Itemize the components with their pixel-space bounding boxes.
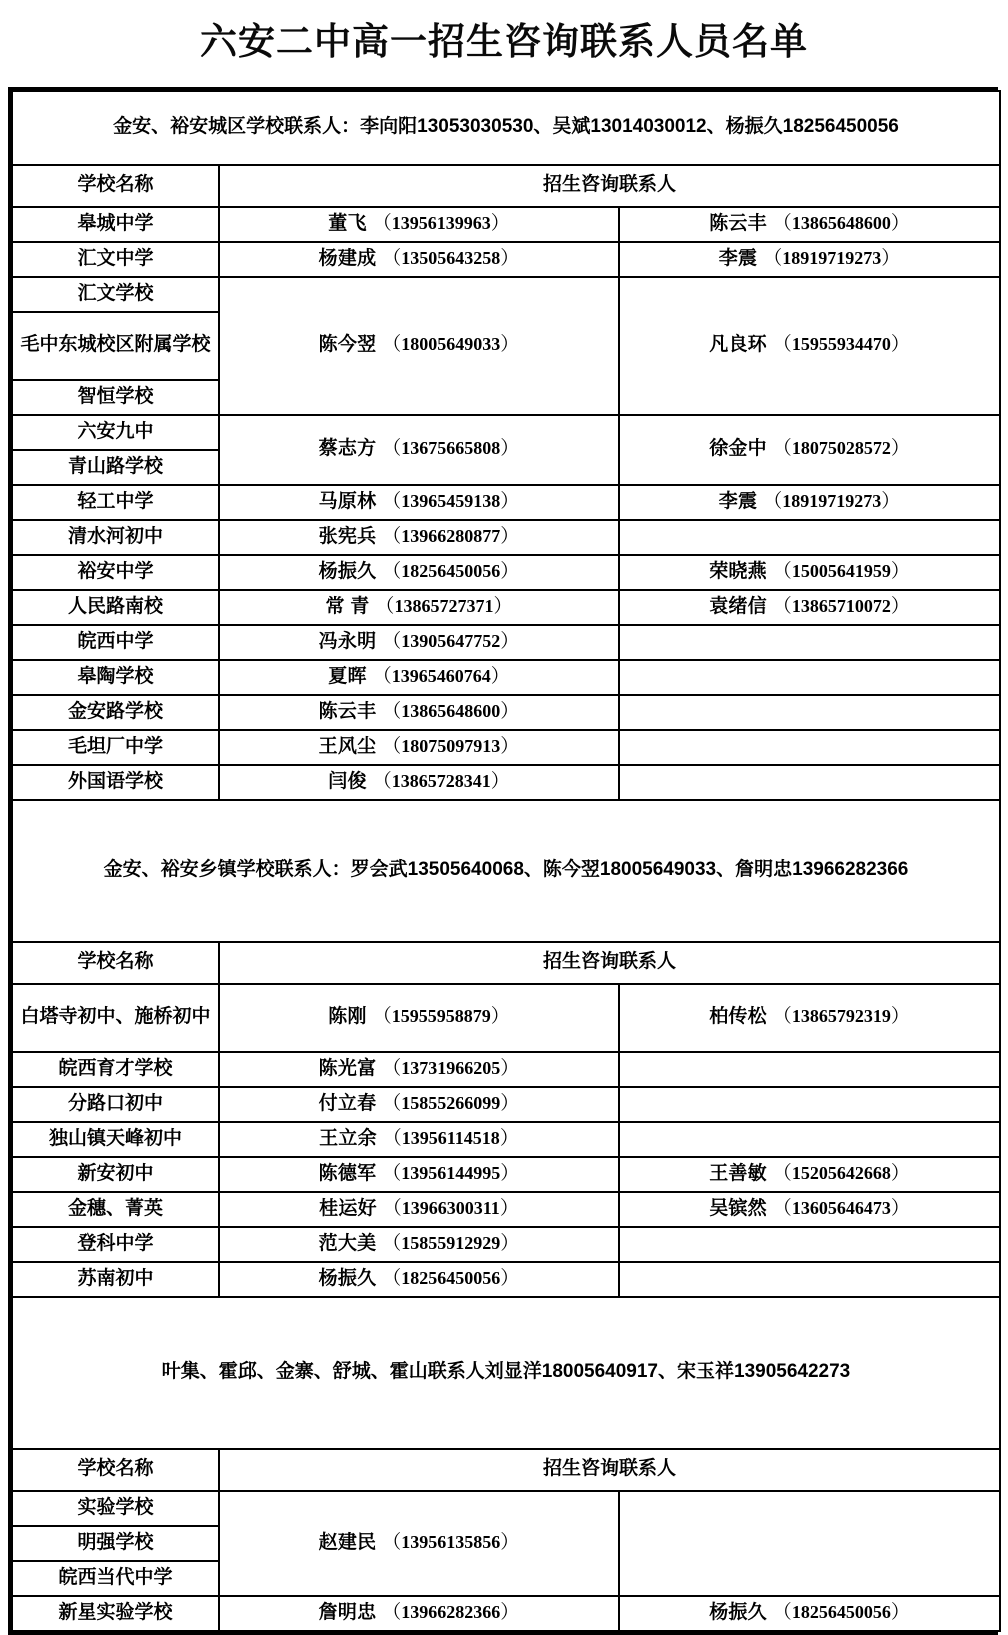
table-row xyxy=(12,625,1000,660)
column-header-school: 学校名称 xyxy=(12,942,219,984)
school-name-cell: 金穗、菁英 xyxy=(12,1192,219,1227)
column-header-school: 学校名称 xyxy=(12,1449,219,1491)
table-row xyxy=(12,1052,1000,1087)
school-name-cell: 登科中学 xyxy=(12,1227,219,1262)
contact-secondary-cell xyxy=(619,625,1000,660)
contact-secondary-cell: 凡良环 （15955934470） xyxy=(619,277,1000,415)
contact-primary-cell: 张宪兵 （13966280877） xyxy=(219,520,619,555)
school-name-cell: 皖西中学 xyxy=(12,625,219,660)
table-row xyxy=(12,485,1000,520)
contact-secondary-cell xyxy=(619,1491,1000,1596)
table-row xyxy=(12,695,1000,730)
contact-primary-cell: 范大美 （15855912929） xyxy=(219,1227,619,1262)
contact-secondary-cell xyxy=(619,660,1000,695)
column-header-contact: 招生咨询联系人 xyxy=(219,165,1000,207)
contact-secondary-cell xyxy=(619,520,1000,555)
table-row xyxy=(12,520,1000,555)
contact-primary-cell: 蔡志方 （13675665808） xyxy=(219,415,619,485)
table-row xyxy=(12,590,1000,625)
section-banner-row xyxy=(12,1297,1000,1449)
table-row xyxy=(12,1122,1000,1157)
table-row xyxy=(12,984,1000,1052)
table-row xyxy=(12,1227,1000,1262)
contact-primary-cell: 陈德军 （13956144995） xyxy=(219,1157,619,1192)
school-name-cell: 独山镇天峰初中 xyxy=(12,1122,219,1157)
contact-secondary-cell: 吴镔然 （13605646473） xyxy=(619,1192,1000,1227)
contact-primary-cell: 陈今翌 （18005649033） xyxy=(219,277,619,415)
contact-table xyxy=(11,90,1001,1632)
column-header-row xyxy=(12,165,1000,207)
contact-primary-cell: 陈光富 （13731966205） xyxy=(219,1052,619,1087)
school-name-cell: 轻工中学 xyxy=(12,485,219,520)
school-name-cell: 皋陶学校 xyxy=(12,660,219,695)
contact-primary-cell: 王立余 （13956114518） xyxy=(219,1122,619,1157)
school-name-cell: 汇文学校 xyxy=(12,277,219,312)
school-name-cell: 清水河初中 xyxy=(12,520,219,555)
contact-secondary-cell xyxy=(619,695,1000,730)
contact-primary-cell: 赵建民 （13956135856） xyxy=(219,1491,619,1596)
section-banner-row xyxy=(12,800,1000,942)
contact-table-sheet xyxy=(8,87,998,1635)
school-name-cell: 人民路南校 xyxy=(12,590,219,625)
contact-secondary-cell xyxy=(619,1122,1000,1157)
contact-primary-cell: 董飞 （13956139963） xyxy=(219,207,619,242)
table-row xyxy=(12,765,1000,800)
school-name-cell: 智恒学校 xyxy=(12,380,219,415)
column-header-school: 学校名称 xyxy=(12,165,219,207)
school-name-cell: 裕安中学 xyxy=(12,555,219,590)
page-title: 六安二中高一招生咨询联系人员名单 xyxy=(200,21,808,62)
contact-secondary-cell: 王善敏 （15205642668） xyxy=(619,1157,1000,1192)
section-banner-3: 叶集、霍邱、金寨、舒城、霍山联系人刘显洋18005640917、宋玉祥13905642273 xyxy=(12,1297,1000,1449)
contact-secondary-cell: 荣晓燕 （15005641959） xyxy=(619,555,1000,590)
contact-secondary-cell xyxy=(619,1227,1000,1262)
school-name-cell: 皖西育才学校 xyxy=(12,1052,219,1087)
school-name-cell: 毛中东城校区附属学校 xyxy=(12,312,219,380)
table-row xyxy=(12,1262,1000,1297)
school-name-cell: 金安路学校 xyxy=(12,695,219,730)
school-name-cell: 分路口初中 xyxy=(12,1087,219,1122)
table-row xyxy=(12,242,1000,277)
contact-primary-cell: 詹明忠 （13966282366） xyxy=(219,1596,619,1631)
school-name-cell: 明强学校 xyxy=(12,1526,219,1561)
contact-primary-cell: 冯永明 （13905647752） xyxy=(219,625,619,660)
school-name-cell: 六安九中 xyxy=(12,415,219,450)
contact-primary-cell: 付立春 （15855266099） xyxy=(219,1087,619,1122)
school-name-cell: 新安初中 xyxy=(12,1157,219,1192)
contact-secondary-cell: 杨振久 （18256450056） xyxy=(619,1596,1000,1631)
contact-secondary-cell: 李震 （18919719273） xyxy=(619,485,1000,520)
contact-secondary-cell: 陈云丰 （13865648600） xyxy=(619,207,1000,242)
section-banner-2: 金安、裕安乡镇学校联系人：罗会武13505640068、陈今翌18005649033、詹明忠13966282366 xyxy=(12,800,1000,942)
contact-secondary-cell: 徐金中 （18075028572） xyxy=(619,415,1000,485)
contact-primary-cell: 马原林 （13965459138） xyxy=(219,485,619,520)
table-row xyxy=(12,415,1000,450)
section-banner-1: 金安、裕安城区学校联系人：李向阳13053030530、吴斌13014030012、杨振久18256450056 xyxy=(12,91,1000,165)
column-header-row xyxy=(12,1449,1000,1491)
table-row xyxy=(12,730,1000,765)
school-name-cell: 白塔寺初中、施桥初中 xyxy=(12,984,219,1052)
school-name-cell: 新星实验学校 xyxy=(12,1596,219,1631)
table-row xyxy=(12,277,1000,312)
school-name-cell: 苏南初中 xyxy=(12,1262,219,1297)
contact-primary-cell: 杨建成 （13505643258） xyxy=(219,242,619,277)
contact-primary-cell: 闫俊 （13865728341） xyxy=(219,765,619,800)
contact-primary-cell: 杨振久 （18256450056） xyxy=(219,555,619,590)
school-name-cell: 外国语学校 xyxy=(12,765,219,800)
table-row xyxy=(12,555,1000,590)
school-name-cell: 皖西当代中学 xyxy=(12,1561,219,1596)
contact-secondary-cell xyxy=(619,1262,1000,1297)
school-name-cell: 毛坦厂中学 xyxy=(12,730,219,765)
table-row xyxy=(12,1596,1000,1631)
school-name-cell: 实验学校 xyxy=(12,1491,219,1526)
column-header-contact: 招生咨询联系人 xyxy=(219,942,1000,984)
school-name-cell: 皋城中学 xyxy=(12,207,219,242)
contact-secondary-cell xyxy=(619,1087,1000,1122)
school-name-cell: 青山路学校 xyxy=(12,450,219,485)
contact-primary-cell: 陈云丰 （13865648600） xyxy=(219,695,619,730)
table-row xyxy=(12,1192,1000,1227)
contact-secondary-cell xyxy=(619,1052,1000,1087)
contact-secondary-cell: 李震 （18919719273） xyxy=(619,242,1000,277)
contact-secondary-cell: 柏传松 （13865792319） xyxy=(619,984,1000,1052)
column-header-row xyxy=(12,942,1000,984)
contact-primary-cell: 常 青 （13865727371） xyxy=(219,590,619,625)
column-header-contact: 招生咨询联系人 xyxy=(219,1449,1000,1491)
table-row xyxy=(12,1491,1000,1526)
table-row xyxy=(12,1087,1000,1122)
school-name-cell: 汇文中学 xyxy=(12,242,219,277)
contact-primary-cell: 夏晖 （13965460764） xyxy=(219,660,619,695)
section-banner-row xyxy=(12,91,1000,165)
contact-primary-cell: 杨振久 （18256450056） xyxy=(219,1262,619,1297)
contact-primary-cell: 桂运好 （13966300311） xyxy=(219,1192,619,1227)
table-row xyxy=(12,660,1000,695)
contact-secondary-cell xyxy=(619,765,1000,800)
contact-secondary-cell xyxy=(619,730,1000,765)
contact-secondary-cell: 袁绪信 （13865710072） xyxy=(619,590,1000,625)
table-row xyxy=(12,1157,1000,1192)
contact-primary-cell: 陈刚 （15955958879） xyxy=(219,984,619,1052)
contact-primary-cell: 王风尘 （18075097913） xyxy=(219,730,619,765)
table-row xyxy=(12,207,1000,242)
